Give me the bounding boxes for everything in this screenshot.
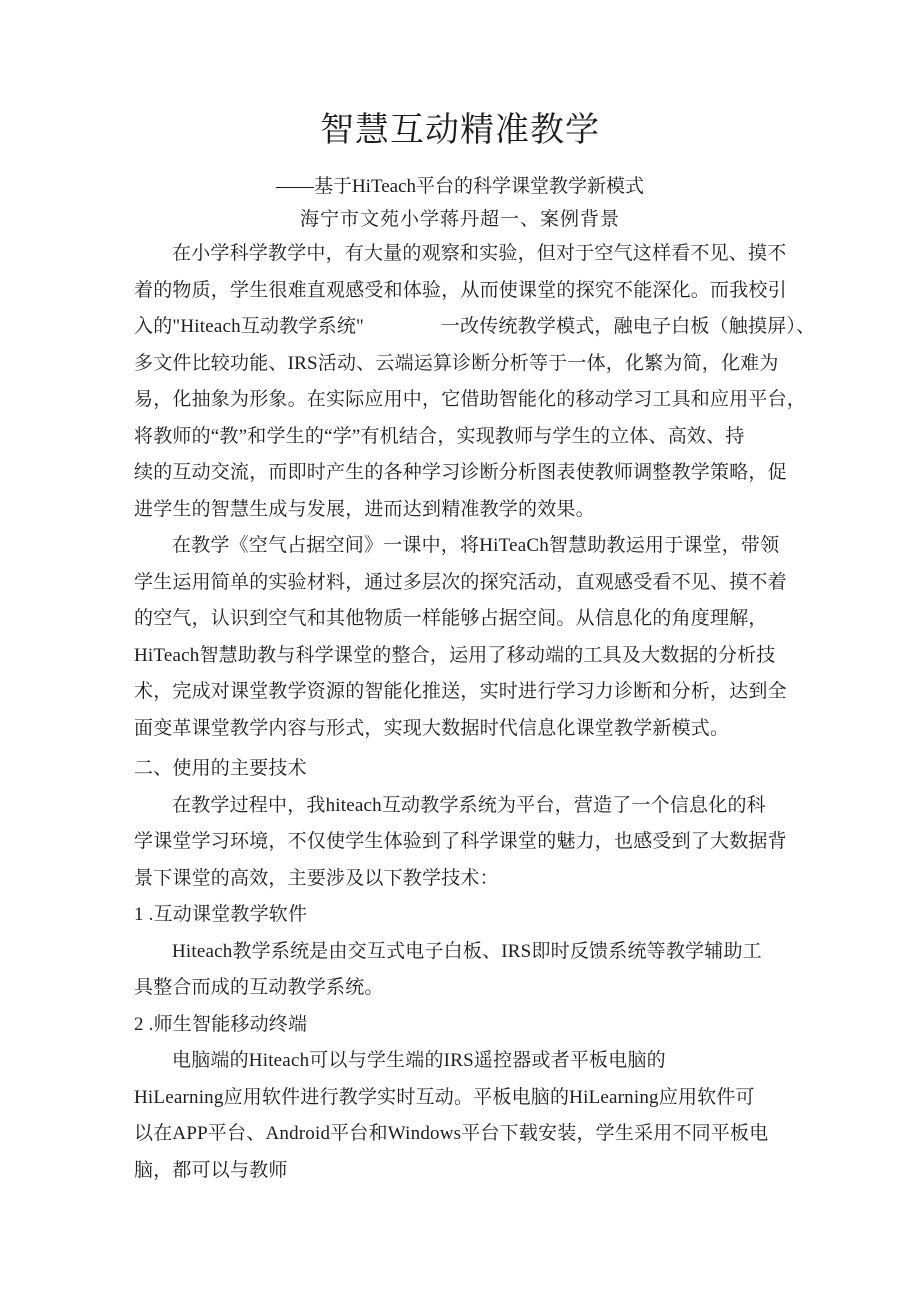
text-line: Hiteach教学系统是由交互式电子白板、IRS即时反馈系统等教学辅助工 xyxy=(172,940,762,962)
text-line: 续的互动交流，而即时产生的各种学习诊断分析图表使教师调整教学策略，促 xyxy=(134,462,787,483)
text-line: 将教师的“教”和学生的“学”有机结合，实现教师与学生的立体、高效、持 xyxy=(134,425,745,447)
text-line: 在小学科学教学中，有大量的观察和实验，但对于空气这样看不见、摸不 xyxy=(172,243,787,264)
text-line: 在教学《空气占据空间》一课中，将HiTeaCh智慧助教运用于课堂，带领 xyxy=(172,535,780,556)
text-line: 术，完成对课堂教学资源的智能化推送，实时进行学习力诊断和分析，达到全 xyxy=(134,681,787,702)
text-line: 入的"Hiteach互动教学系统" 一改传统教学模式，融电子白板（触摸屏）、 xyxy=(134,316,816,337)
text-line: HiLearning应用软件进行教学实时互动。平板电脑的HiLearning应用软件可 xyxy=(134,1086,755,1108)
text-line: 面变革课堂教学内容与形式，实现大数据时代信息化课堂教学新模式。 xyxy=(134,717,730,739)
text-line: 脑，都可以与教师 xyxy=(134,1159,288,1181)
text-line: 着的物质，学生很难直观感受和体验，从而使课堂的探究不能深化。而我校引 xyxy=(134,279,787,301)
text-line: HiTeach智慧助教与科学课堂的整合，运用了移动端的工具及大数据的分析技 xyxy=(134,644,776,666)
section-heading: 二、使用的主要技术 xyxy=(134,758,307,779)
section-heading: 2 .师生智能移动终端 xyxy=(134,1013,308,1035)
document-byline: 海宁市文苑小学蒋丹超一、案例背景 xyxy=(299,209,620,230)
document-subtitle: ——基于HiTeach平台的科学课堂教学新模式 xyxy=(275,176,645,197)
text-line: 景下课堂的高效，主要涉及以下教学技术： xyxy=(134,867,499,889)
section-heading: 1 .互动课堂教学软件 xyxy=(134,904,308,925)
text-line: 多文件比较功能、IRS活动、云端运算诊断分析等于一体，化繁为简，化难为 xyxy=(134,352,779,374)
text-line: 进学生的智慧生成与发展，进而达到精准教学的效果。 xyxy=(134,498,595,520)
document-title: 智慧互动精准教学 xyxy=(320,112,600,149)
text-line: 以在APP平台、Android平台和Windows平台下载安装，学生采用不同平板电 xyxy=(134,1123,769,1144)
text-line: 电脑端的Hiteach可以与学生端的IRS遥控器或者平板电脑的 xyxy=(172,1050,666,1071)
text-line: 具整合而成的互动教学系统。 xyxy=(134,977,384,998)
text-line: 学生运用简单的实验材料，通过多层次的探究活动，直观感受看不见、摸不着 xyxy=(134,571,787,593)
text-line: 易，化抽象为形象。在实际应用中，它借助智能化的移动学习工具和应用平台， xyxy=(134,389,807,410)
document-body xyxy=(134,236,824,1189)
text-line: 在教学过程中，我hiteach互动教学系统为平台，营造了一个信息化的科 xyxy=(172,794,766,816)
text-line: 的空气，认识到空气和其他物质一样能够占据空间。从信息化的角度理解， xyxy=(134,608,768,629)
text-line: 学课堂学习环境，不仅使学生体验到了科学课堂的魅力，也感受到了大数据背 xyxy=(134,831,787,852)
